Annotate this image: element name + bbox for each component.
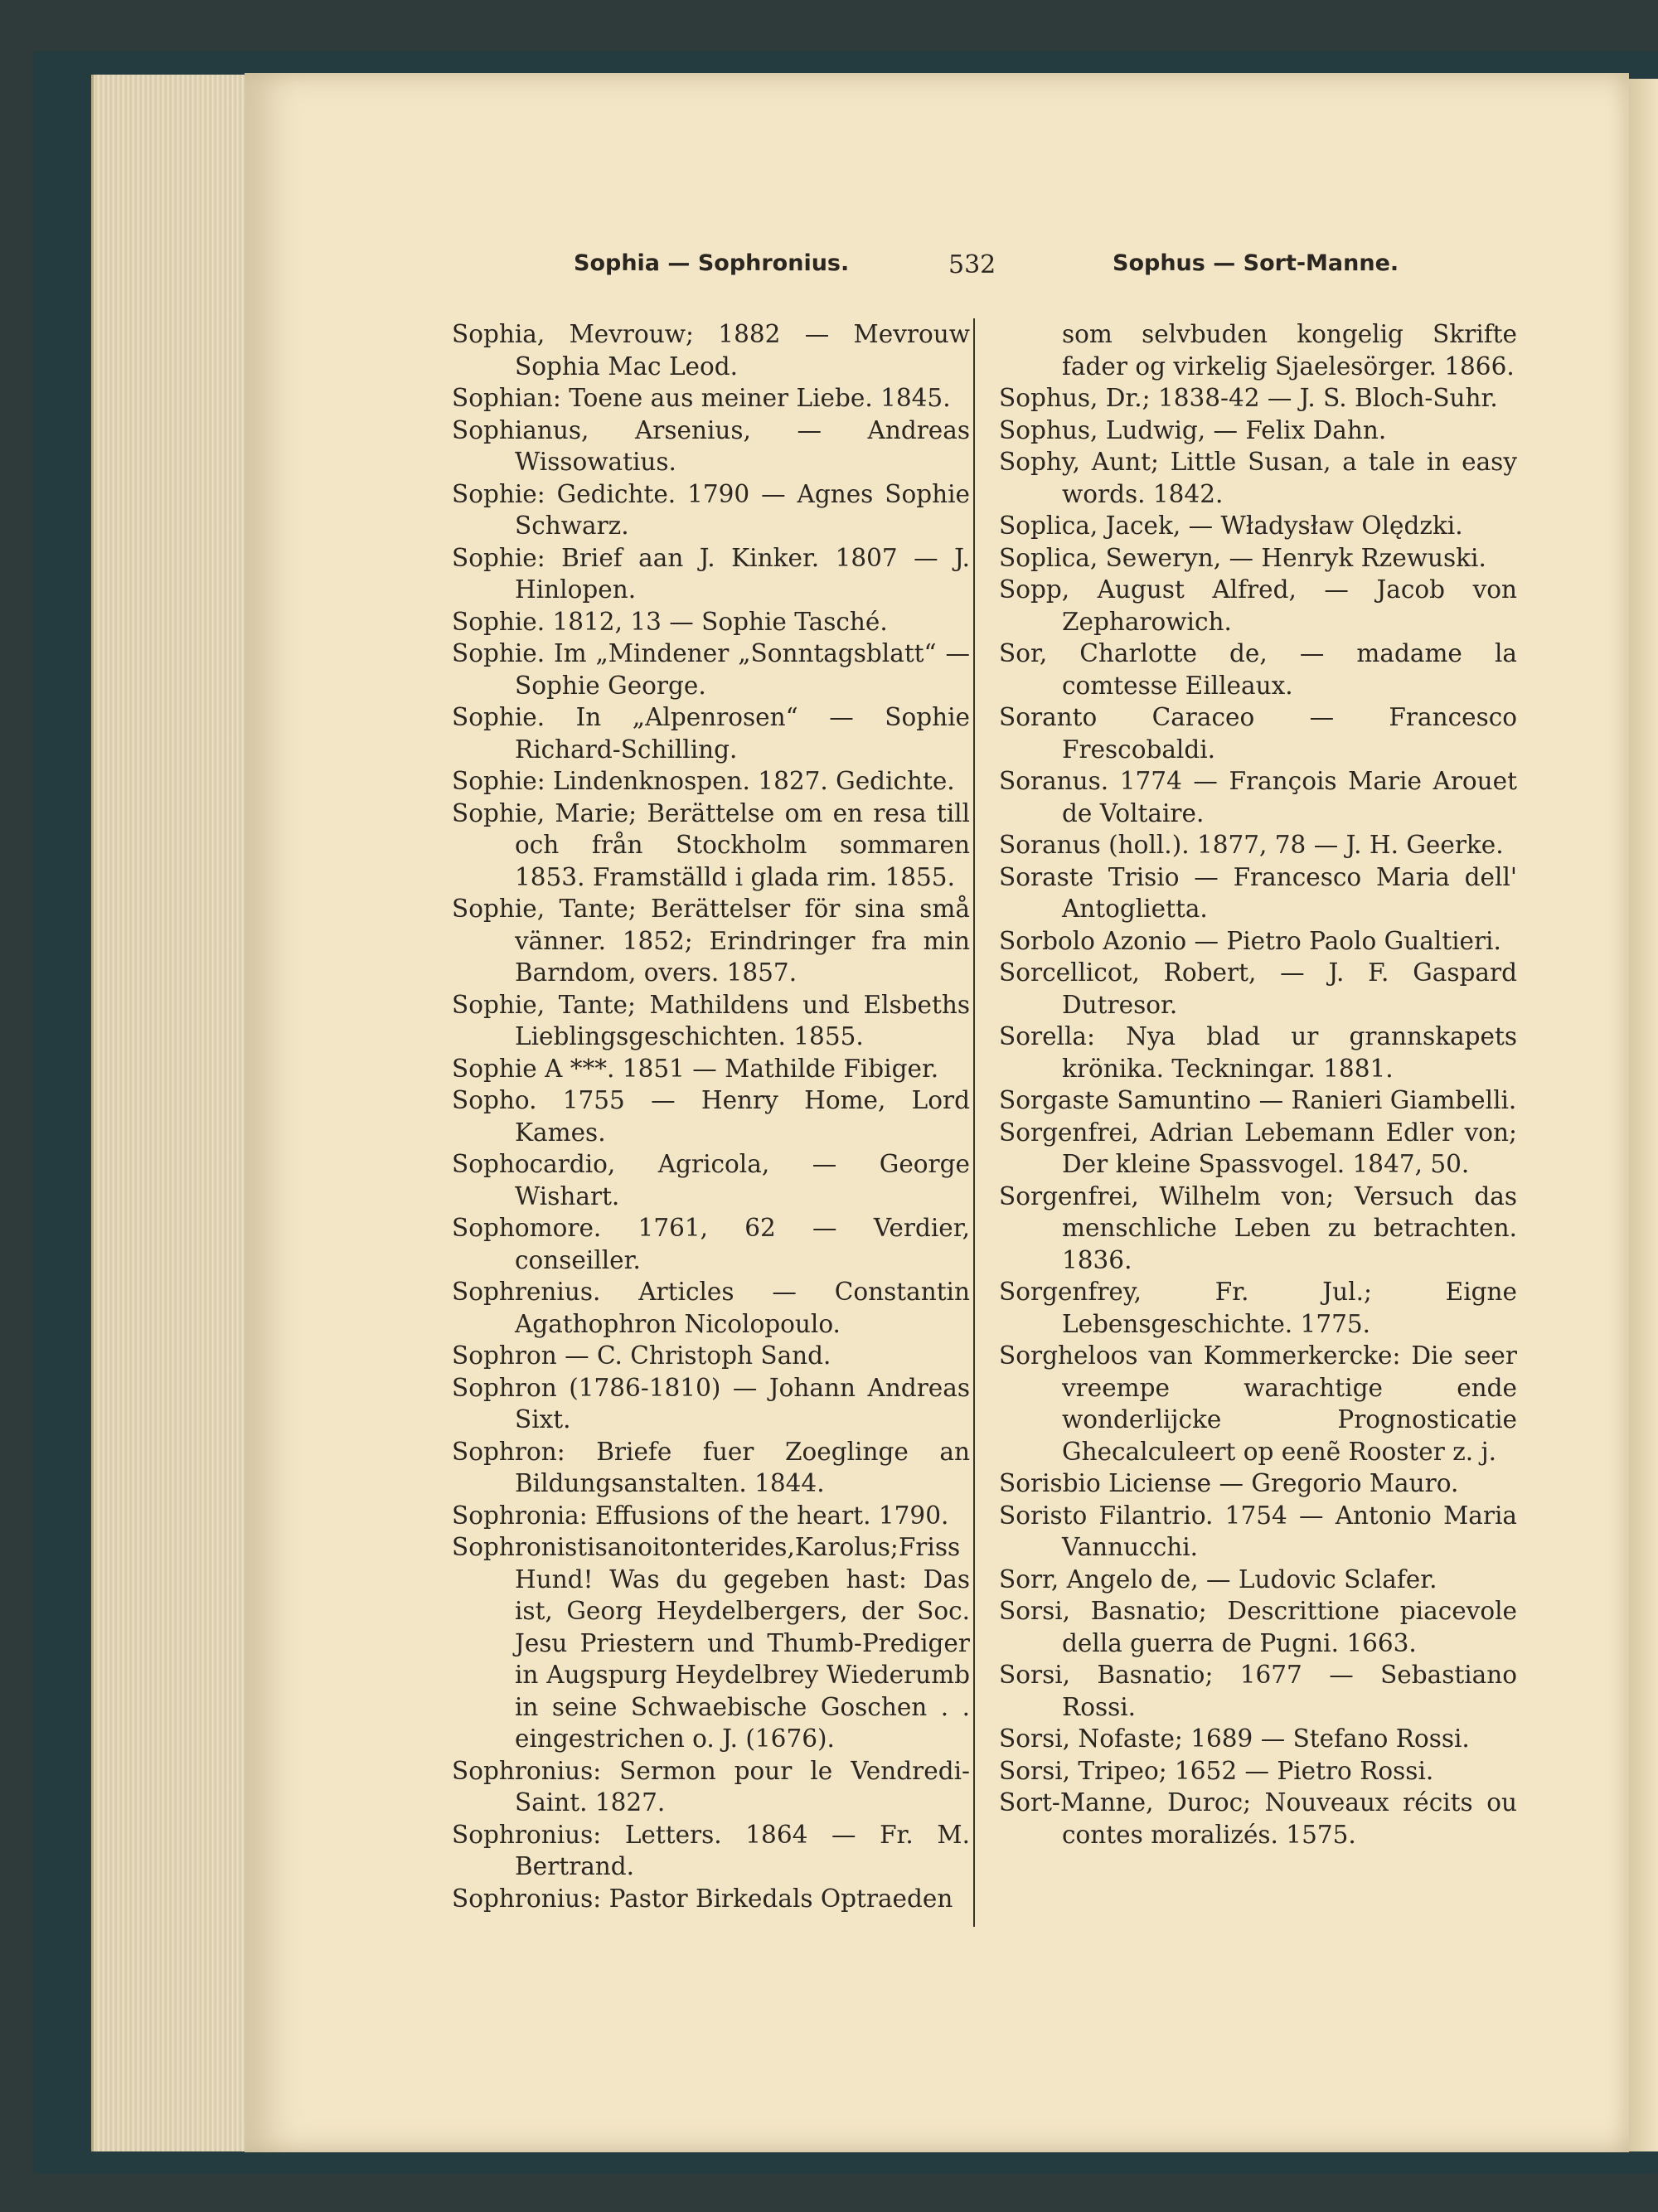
index-entry: Soristo Filantrio. 1754 — Antonio Maria Vannucchi.	[999, 1501, 1517, 1561]
index-entry: Sophie. Im „Mindener „Sonntagsblatt“ — Sophie George.	[452, 639, 970, 700]
index-entry: Sorisbio Liciense — Gregorio Mauro.	[999, 1469, 1459, 1497]
index-entry: Sorsi, Basnatio; 1677 — Sebastiano Rossi.	[999, 1661, 1517, 1721]
right-page-edge	[1626, 79, 1658, 2151]
index-entry: Sophronius: Letters. 1864 — Fr. M. Bertrand.	[452, 1820, 970, 1880]
index-entry: Sorgenfrei, Adrian Lebemann Edler von; Der kleine Spassvogel. 1847, 50.	[999, 1118, 1517, 1178]
index-entry: Sophie. In „Alpenrosen“ — Sophie Richard-Schilling.	[452, 703, 970, 764]
index-entry: Sophus, Dr.; 1838-42 — J. S. Bloch-Suhr.	[999, 384, 1498, 412]
index-entry: Sophronius: Pastor Birkedals Optraeden	[452, 1884, 953, 1913]
index-entry: Sorgenfrey, Fr. Jul.; Eigne Lebensgeschichte. 1775.	[999, 1278, 1517, 1338]
index-entry: Sor, Charlotte de, — madame la comtesse Eilleaux.	[999, 639, 1517, 700]
index-entry: Sorsi, Basnatio; Descrittione piacevole della guerra de Pugni. 1663.	[999, 1597, 1517, 1657]
index-entry: Sophron: Briefe fuer Zoeglinge an Bildungsanstalten. 1844.	[452, 1437, 970, 1497]
index-entry: Sophia, Mevrouw; 1882 — Mevrouw Sophia Mac Leod.	[452, 320, 970, 381]
index-entry: Soranus. 1774 — François Marie Arouet de Voltaire.	[999, 767, 1517, 827]
index-entry: Sophronistisanoitonterides,Karolus;Friss Hund! Was du gegeben hast: Das ist, Georg Heydelbergers, der Soc. Jesu Priestern und Thumb-Prediger in Augspurg Heydelbrey Wiederumb in seine Schwaebische Goschen . . eingestrichen o. J. (1676).	[452, 1533, 970, 1753]
index-entry: Soplica, Seweryn, — Henryk Rzewuski.	[999, 543, 1486, 572]
index-entry: Soraste Trisio — Francesco Maria dell' Antoglietta.	[999, 862, 1517, 923]
index-entry: Sophie A ***. 1851 — Mathilde Fibiger.	[452, 1054, 939, 1083]
index-entry: Sophrenius. Articles — Constantin Agathophron Nicolopoulo.	[452, 1278, 970, 1338]
index-entry: Sophron — C. Christoph Sand.	[452, 1341, 831, 1370]
index-entry: Sophronius: Sermon pour le Vendredi-Saint. 1827.	[452, 1756, 970, 1817]
right-column	[999, 318, 1517, 1851]
index-entry: Sophie. 1812, 13 — Sophie Tasché.	[452, 607, 888, 636]
index-entry: Sophie, Marie; Berättelse om en resa till och från Stockholm sommaren 1853. Framställd i glada rim. 1855.	[452, 798, 970, 891]
index-entry: Sophie: Lindenknospen. 1827. Gedichte.	[452, 767, 955, 795]
index-entry: Sophie, Tante; Berättelser för sina små vänner. 1852; Erindringer fra min Barndom, overs. 1857.	[452, 895, 970, 987]
index-entry: Sorr, Angelo de, — Ludovic Sclafer.	[999, 1564, 1437, 1594]
index-entry: Soranus (holl.). 1877, 78 — J. H. Geerke.	[999, 831, 1504, 859]
index-entry: Sophie: Brief aan J. Kinker. 1807 — J. Hinlopen.	[452, 543, 970, 604]
index-entry: Soranto Caraceo — Francesco Frescobaldi.	[999, 703, 1517, 764]
index-entry: Sophus, Ludwig, — Felix Dahn.	[999, 415, 1387, 444]
index-entry: Sophomore. 1761, 62 — Verdier, conseiller.	[452, 1214, 970, 1274]
index-entry: Sorbolo Azonio — Pietro Paolo Gualtieri.	[999, 926, 1501, 955]
index-entry: Sophocardio, Agricola, — George Wishart.	[452, 1150, 970, 1210]
header-right: Sophus — Sort-Manne.	[1113, 250, 1399, 276]
page-number: 532	[948, 250, 996, 279]
column-rule	[973, 318, 975, 1927]
index-entry: Sophy, Aunt; Little Susan, a tale in easy words. 1842.	[999, 448, 1517, 508]
index-entry: Sophron (1786-1810) — Johann Andreas Sixt.	[452, 1373, 970, 1433]
running-header	[0, 250, 1658, 284]
index-entry: Sorgaste Samuntino — Ranieri Giambelli.	[999, 1086, 1517, 1114]
index-entry: som selvbuden kongelig Skrifte fader og virkelig Sjaelesörger. 1866.	[1062, 320, 1517, 381]
index-entry: Sorsi, Nofaste; 1689 — Stefano Rossi.	[999, 1724, 1470, 1753]
index-entry: Sorgheloos van Kommerkercke: Die seer vreempe warachtige ende wonderlijcke Prognosticatie Ghecalculeert op eenẽ Rooster z. j.	[999, 1341, 1517, 1466]
index-entry: Sophianus, Arsenius, — Andreas Wissowatius.	[452, 415, 970, 476]
index-entry: Sopho. 1755 — Henry Home, Lord Kames.	[452, 1086, 970, 1147]
index-entry: Sorsi, Tripeo; 1652 — Pietro Rossi.	[999, 1756, 1434, 1785]
index-entry: Sorgenfrei, Wilhelm von; Versuch das menschliche Leben zu betrachten. 1836.	[999, 1181, 1517, 1274]
index-entry: Sorella: Nya blad ur grannskapets krönika. Teckningar. 1881.	[999, 1022, 1517, 1083]
index-entry: Sorcellicot, Robert, — J. F. Gaspard Dutresor.	[999, 958, 1517, 1019]
index-entry: Sophian: Toene aus meiner Liebe. 1845.	[452, 384, 951, 412]
index-entry: Sophie: Gedichte. 1790 — Agnes Sophie Schwarz.	[452, 479, 970, 540]
left-column	[452, 318, 970, 1914]
page-edges	[91, 75, 251, 2151]
header-left: Sophia — Sophronius.	[574, 250, 850, 276]
index-entry: Sophie, Tante; Mathildens und Elsbeths Lieblingsgeschichten. 1855.	[452, 990, 970, 1050]
index-entry: Sophronia: Effusions of the heart. 1790.	[452, 1501, 949, 1530]
index-entry: Soplica, Jacek, — Władysław Olędzki.	[999, 512, 1463, 540]
index-entry: Sort-Manne, Duroc; Nouveaux récits ou contes moralizés. 1575.	[999, 1788, 1517, 1849]
index-entry: Sopp, August Alfred, — Jacob von Zepharowich.	[999, 575, 1517, 636]
